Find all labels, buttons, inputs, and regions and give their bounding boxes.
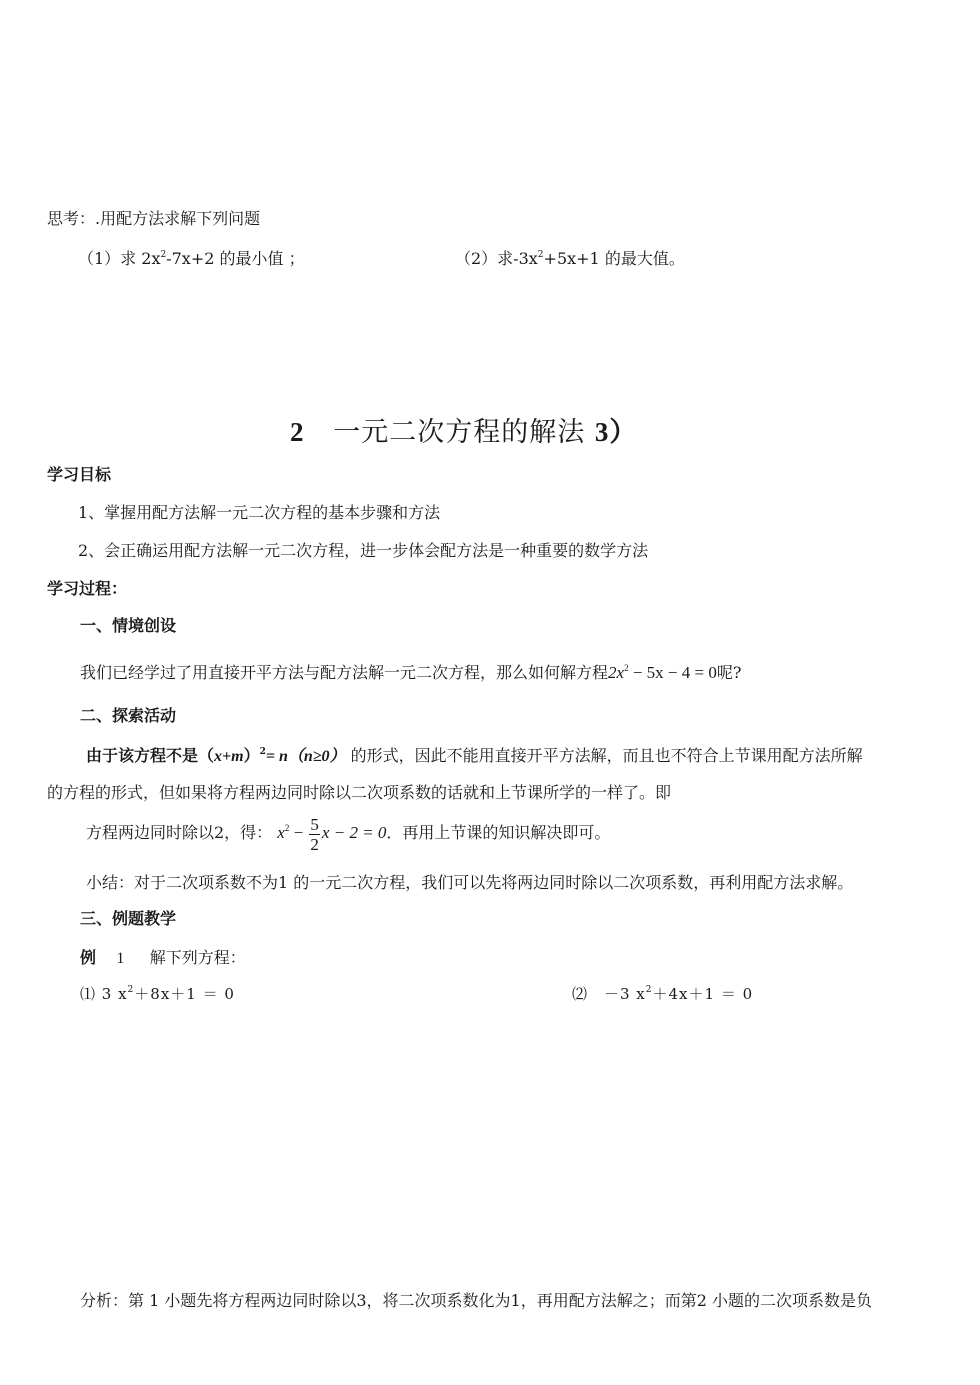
section-3-heading: 三、例题教学 [80,909,177,928]
section-2-paragraph-line-3: 方程两边同时除以2，得： $x^2$ − $\frac{5}{2}$ x − 2 = 0．再用上节课的知识解决即可。 [86,814,611,854]
section-2-paragraph-line-1: 由于该方程不是$(x+m)^2= n(n\ge 0)$ 的形式，因此不能用直接开平方法解，而且也不符合上节课用配方法所解 [86,746,863,765]
example-heading: 例 1 解下列方程： [80,948,246,967]
think-question-2: （2）求$-3x^2+5x+1$ 的最大值。 [455,249,685,268]
section-2-heading: 二、探索活动 [80,706,177,725]
example-problem-2: ⑵ －3 $x^2+4x+1 = 0$ [572,985,754,1003]
summary: 小结：对于二次项系数不为1 的一元二次方程，我们可以先将两边同时除以二次项系数，再利用配方法求解。 [86,873,854,892]
section-1-heading: 一、情境创设 [80,616,177,635]
example-problem-1: ⑴ 3 $x^2+8x+1 = 0$ [80,985,235,1003]
process-heading: 学习过程： [47,579,128,598]
think-heading: 思考：.用配方法求解下列问题 [47,209,261,228]
analysis: 分析：第 1 小题先将方程两边同时除以3，将二次项系数化为1，再用配方法解之；而第2 小题的二次项系数是负 [80,1291,872,1310]
goals-heading: 学习目标 [47,465,112,484]
goal-item-2: 2、会正确运用配方法解一元二次方程，进一步体会配方法是一种重要的数学方法 [78,541,649,560]
goal-item-1: 1、掌握用配方法解一元二次方程的基本步骤和方法 [78,503,441,522]
think-question-1: （1）求 $2x^2-7x+2$ 的最小值 ； [78,249,305,268]
equation: $x^2$ − $\frac{5}{2}$ x − 2 = 0 [277,814,387,854]
section-2-paragraph-line-2: 的方程的形式，但如果将方程两边同时除以二次项系数的话就和上节课所学的一样了。即 [47,783,672,802]
section-1-text: 我们已经学过了用直接开平方法与配方法解一元二次方程，那么如何解方程$2x^2 - 5x - 4 = 0$呢? [80,663,742,682]
page-title: 2 一元二次方程的解法 3） [290,417,638,448]
fraction: $\frac{5}{2}$ [310,814,319,854]
equation: $2x^2 - 5x - 4 = 0$ [608,663,717,682]
